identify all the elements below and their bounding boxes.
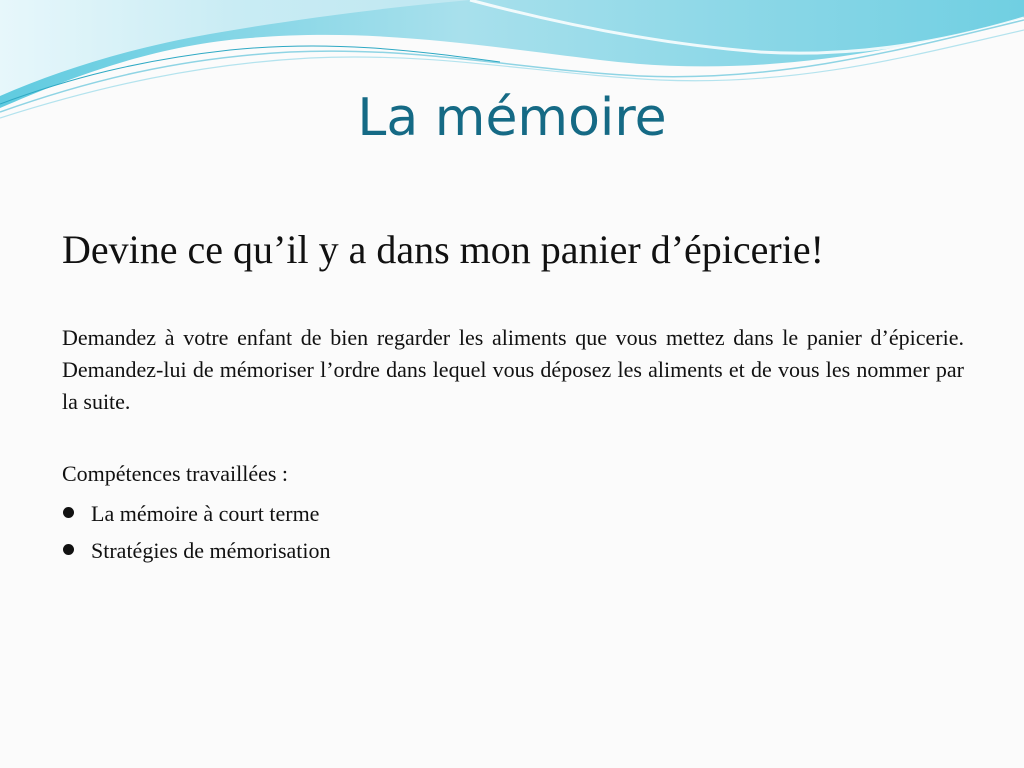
skill-label: La mémoire à court terme <box>91 501 320 526</box>
bullet-dot-icon <box>63 507 74 518</box>
skill-label: Stratégies de mémorisation <box>91 538 331 563</box>
skills-list <box>62 495 662 569</box>
instructions-paragraph: Demandez à votre enfant de bien regarder les aliments que vous mettez dans le panier d’épicerie. Demandez-lui de mémoriser l’ordre dans lequel vous déposez les aliments et de vous les nommer par la suite. <box>62 325 964 414</box>
skills-heading: Compétences travaillées : <box>62 461 289 486</box>
bullet-dot-icon <box>63 544 74 555</box>
list-item <box>62 495 662 532</box>
slide-title: La mémoire <box>357 88 667 148</box>
list-item <box>62 532 662 569</box>
slide-subtitle: Devine ce qu’il y a dans mon panier d’épicerie! <box>62 227 824 272</box>
